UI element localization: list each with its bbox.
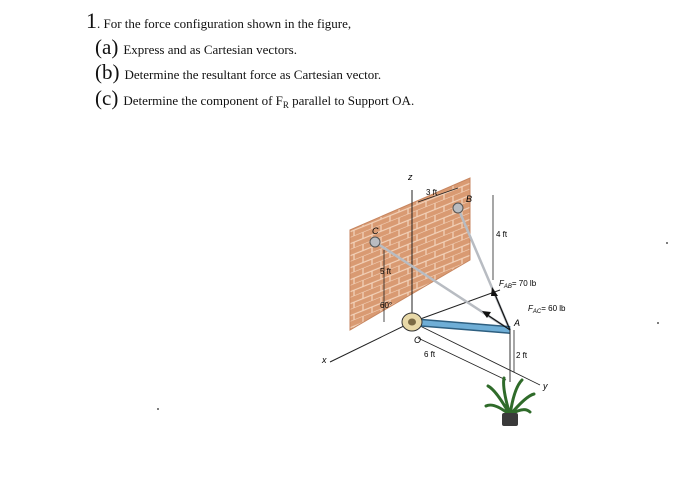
part-b-text: Determine the resultant force as Cartesian vector. [124, 67, 382, 82]
force-diagram [300, 150, 620, 450]
stray-mark [657, 322, 659, 324]
part-c-text-before: Determine the component of F [123, 93, 283, 108]
label-z: z [408, 172, 413, 182]
force-figure [300, 150, 620, 450]
part-b [95, 60, 381, 85]
problem-intro-text: . For the force configuration shown in the figure, [97, 16, 352, 31]
label-o: O [414, 335, 422, 345]
part-a [95, 35, 297, 60]
label-5ft: 5 ft [380, 267, 392, 276]
stray-mark [666, 242, 668, 244]
stray-mark [157, 408, 159, 410]
label-2ft: 2 ft [516, 351, 528, 360]
part-c-text-after: parallel to Support OA. [288, 93, 415, 108]
part-c-label: (c) [95, 86, 119, 110]
label-y: y [543, 381, 548, 391]
dim-6ft-line [418, 338, 506, 380]
part-a-text: Express and as Cartesian vectors. [123, 42, 297, 57]
label-4ft: 4 ft [496, 230, 508, 239]
label-x: x [322, 355, 327, 365]
label-b: B [466, 194, 473, 204]
label-3ft: 3 ft [426, 188, 438, 197]
label-angle: 60° [380, 301, 393, 310]
x-axis-line [330, 322, 412, 362]
part-a-label: (a) [95, 35, 119, 59]
problem-number: 1 [86, 8, 97, 33]
part-b-label: (b) [95, 60, 120, 84]
label-6ft: 6 ft [424, 350, 436, 359]
part-c-subscript: R [282, 100, 289, 110]
anchor-c [370, 237, 380, 247]
label-force-ac: $F_{AC}= 60$ lb [528, 304, 566, 315]
plant-leaves [486, 378, 534, 415]
anchor-b [453, 203, 463, 213]
problem-intro [86, 8, 351, 34]
part-c [95, 86, 414, 111]
plant-pot [502, 413, 518, 426]
label-a: A [514, 318, 521, 328]
label-force-ab: $F_{AB}= 70$ lb [499, 279, 537, 290]
support-base-hole [408, 319, 416, 326]
label-c: C [372, 226, 379, 236]
